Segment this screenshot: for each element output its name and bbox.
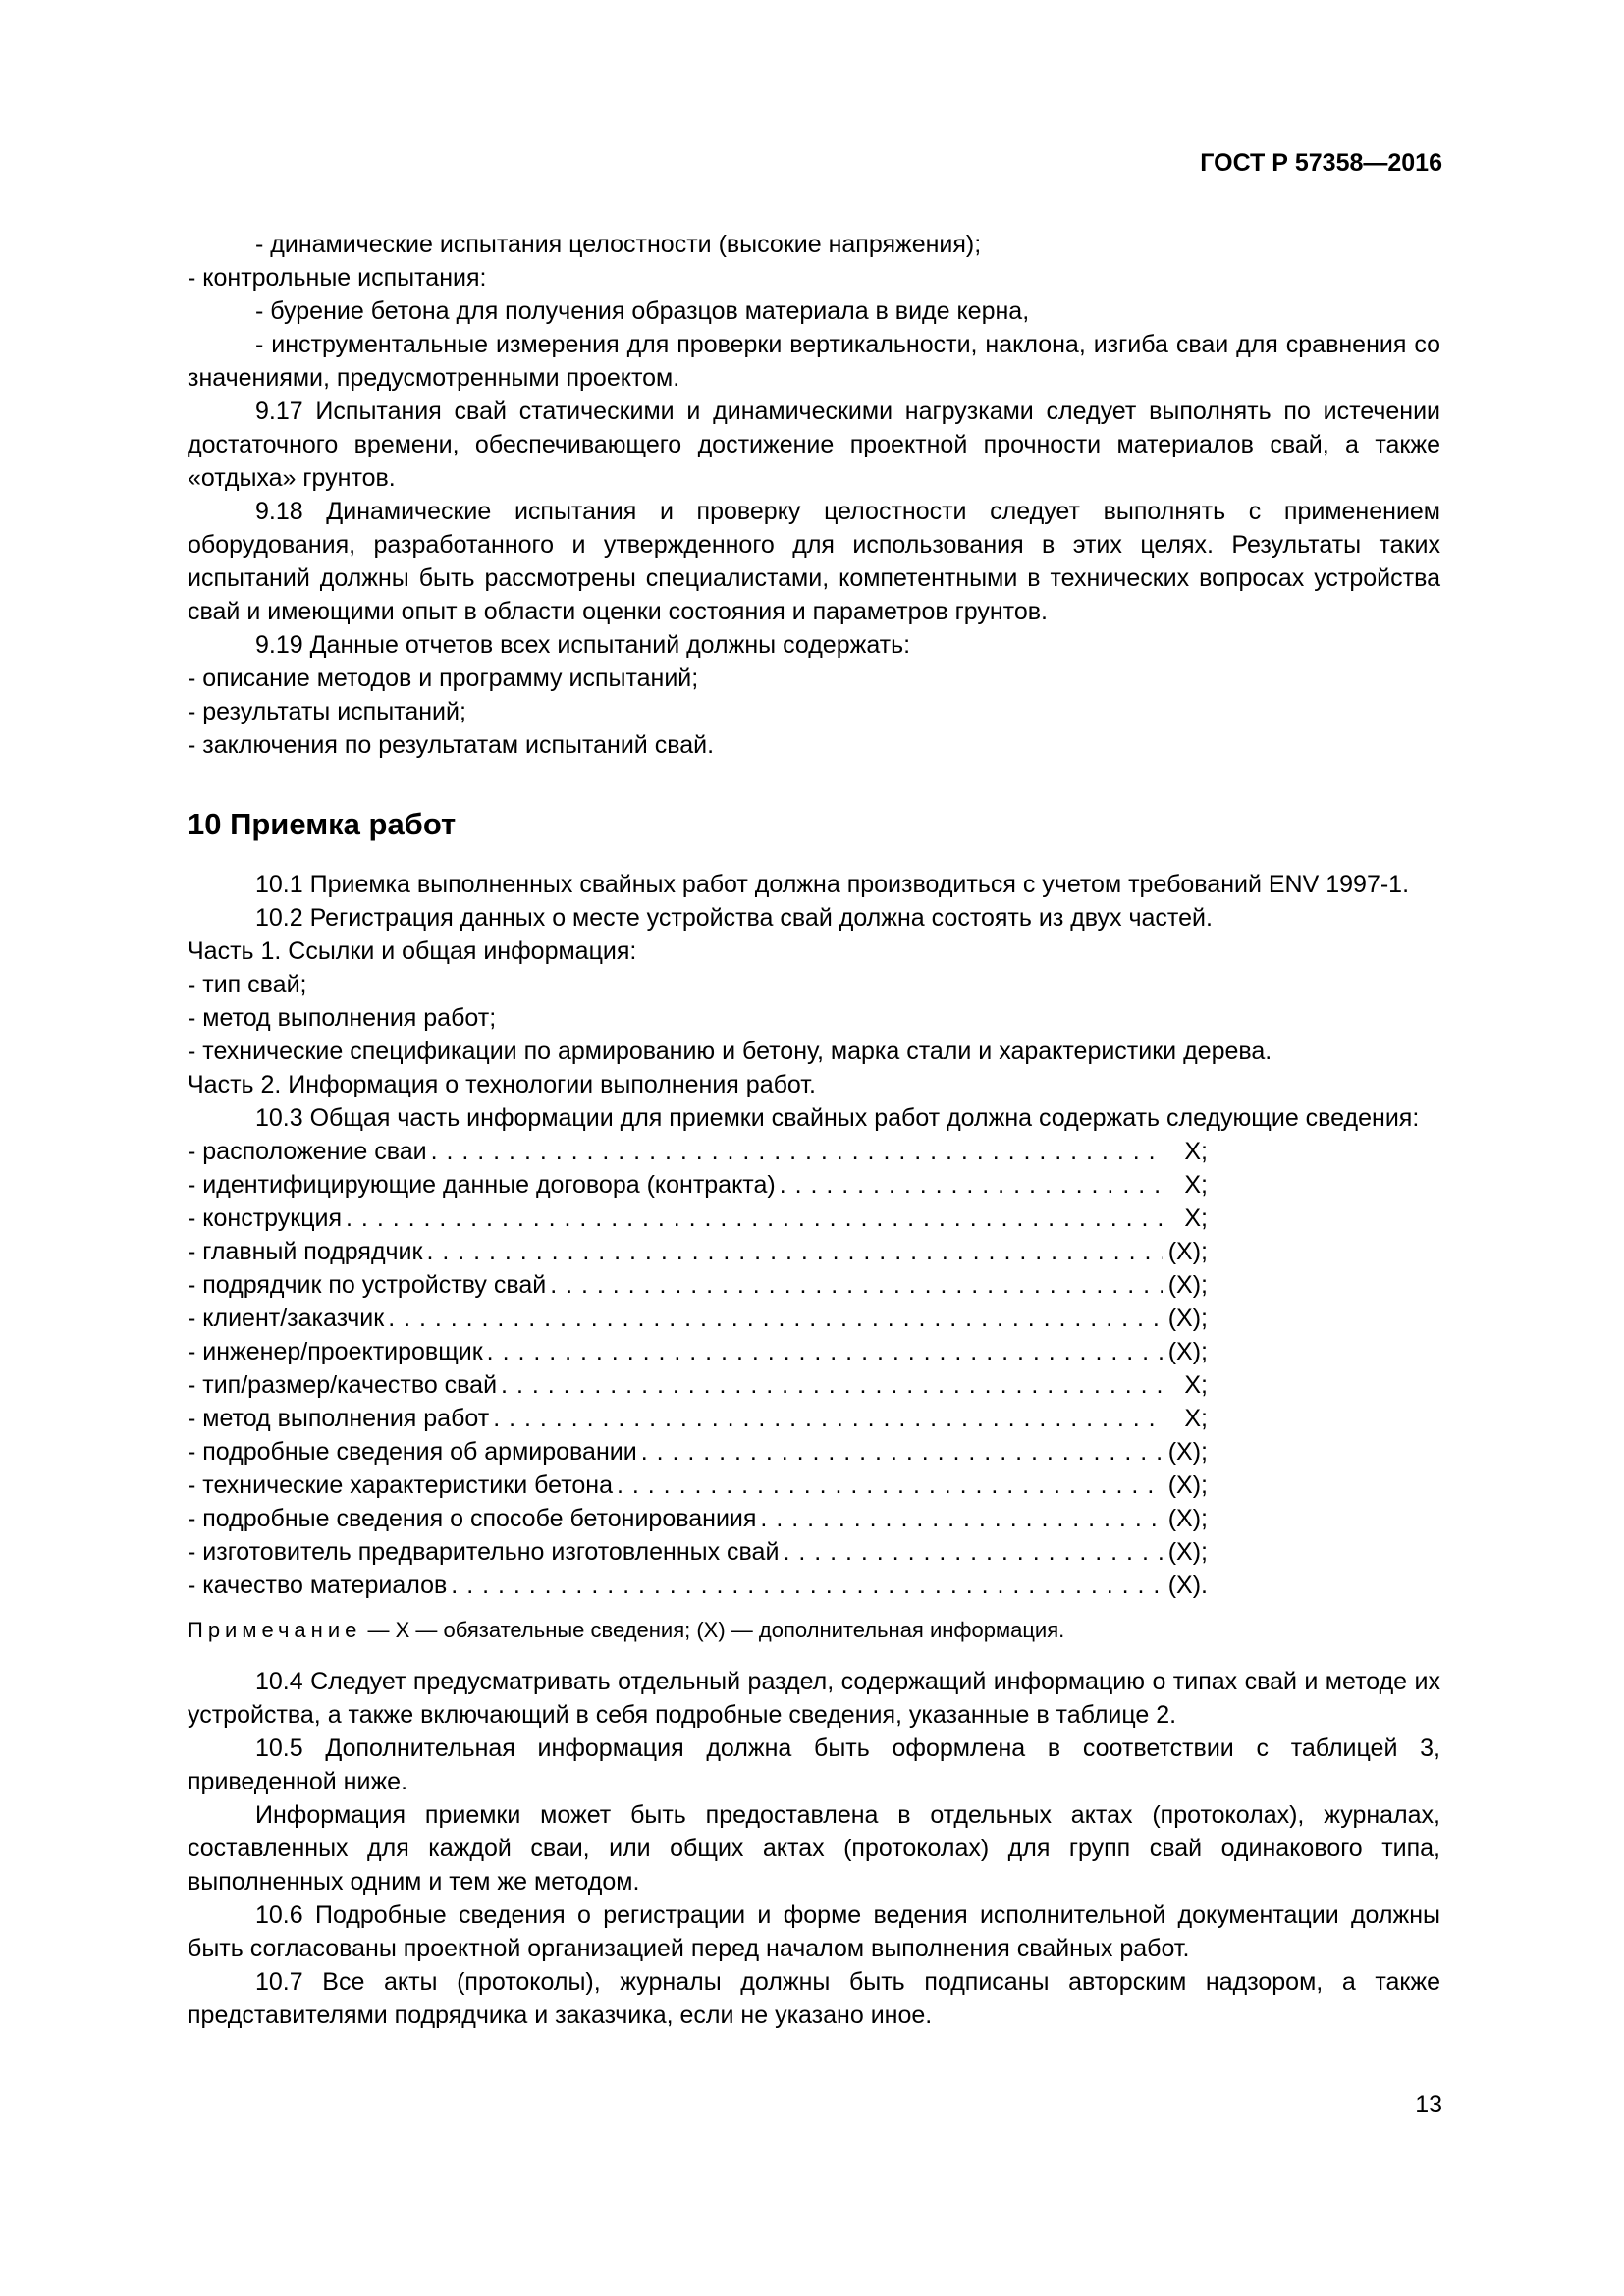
dot-leader	[641, 1435, 1163, 1468]
item-label: - подробные сведения об армировании	[188, 1438, 637, 1466]
list-item	[188, 1569, 1208, 1602]
item-value: X;	[1184, 1405, 1208, 1432]
paragraph: - заключения по результатам испытаний свай.	[188, 731, 715, 759]
item-label: - идентифицирующие данные договора (контракта)	[188, 1171, 776, 1199]
dot-leader	[487, 1335, 1163, 1368]
paragraph: Информация приемки может быть предоставлена в отдельных актах (протоколах), журналах, составленных для каждой сваи, или общих актах (протоколах) для групп свай одинакового типа, выполненных одним и тем же методом.	[188, 1801, 1440, 1896]
item-label: - тип/размер/качество свай	[188, 1371, 498, 1399]
paragraph: - метод выполнения работ;	[188, 1004, 497, 1032]
item-value: X;	[1184, 1371, 1208, 1399]
list-item	[188, 1302, 1208, 1335]
item-value: X;	[1184, 1204, 1208, 1232]
info-list	[188, 1135, 1208, 1602]
section-title: 10 Приемка работ	[188, 807, 457, 841]
item-value: (X).	[1167, 1572, 1208, 1599]
paragraph: 10.3 Общая часть информации для приемки свайных работ должна содержать следующие сведения:	[255, 1104, 1420, 1132]
paragraph: 10.5 Дополнительная информация должна быть оформлена в соответствии с таблицей 3, приведенной ниже.	[188, 1735, 1440, 1795]
item-label: - инженер/проектировщик	[188, 1338, 483, 1365]
dot-leader	[431, 1135, 1163, 1168]
dot-leader	[501, 1368, 1163, 1402]
paragraph: - инструментальные измерения для проверки вертикальности, наклона, изгиба сваи для сравнения со значениями, предусмотренными проектом.	[188, 331, 1440, 392]
paragraph: 10.4 Следует предусматривать отдельный раздел, содержащий информацию о типах свай и методе их устройства, а также включающий в себя подробные сведения, указанные в таблице 2.	[188, 1668, 1440, 1729]
paragraph: 10.2 Регистрация данных о месте устройства свай должна состоять из двух частей.	[255, 904, 1213, 932]
paragraph: 10.1 Приемка выполненных свайных работ должна производиться с учетом требований ENV 1997-1.	[255, 871, 1410, 898]
dot-leader	[493, 1402, 1163, 1435]
list-item	[188, 1502, 1208, 1535]
note-text: — X — обязательные сведения; (X) — дополнительная информация.	[361, 1618, 1065, 1642]
dot-leader	[783, 1535, 1163, 1569]
document-body	[188, 228, 1440, 2032]
bottom-paragraphs	[188, 1665, 1440, 2032]
list-item	[188, 1335, 1208, 1368]
list-item	[188, 1535, 1208, 1569]
item-label: - технические характеристики бетона	[188, 1471, 613, 1499]
dot-leader	[760, 1502, 1163, 1535]
item-value: (X);	[1167, 1471, 1208, 1499]
item-label: - качество материалов	[188, 1572, 448, 1599]
list-item	[188, 1235, 1208, 1268]
standard-header: ГОСТ Р 57358—2016	[1200, 149, 1442, 177]
paragraph: 9.17 Испытания свай статическими и динамическими нагрузками следует выполнять по истечении достаточного времени, обеспечивающего достижение проектной прочности материалов свай, а также «отдыха» грунтов.	[188, 398, 1440, 492]
item-label: - метод выполнения работ	[188, 1405, 490, 1432]
dot-leader	[780, 1168, 1163, 1201]
paragraph: - технические спецификации по армированию и бетону, марка стали и характеристики дерева.	[188, 1038, 1272, 1065]
paragraph: - описание методов и программу испытаний;	[188, 665, 699, 692]
item-label: - конструкция	[188, 1204, 343, 1232]
paragraph: - тип свай;	[188, 971, 307, 998]
item-value: (X);	[1167, 1271, 1208, 1299]
dot-leader	[426, 1235, 1163, 1268]
paragraph: - результаты испытаний;	[188, 698, 466, 725]
dot-leader	[451, 1569, 1163, 1602]
paragraph: 9.19 Данные отчетов всех испытаний должны содержать:	[255, 631, 911, 659]
mid-paragraphs	[188, 868, 1440, 1135]
paragraph: 10.7 Все акты (протоколы), журналы должны быть подписаны авторским надзором, а также представителями подрядчика и заказчика, если не указано иное.	[188, 1968, 1440, 2029]
list-item	[188, 1468, 1208, 1502]
item-label: - клиент/заказчик	[188, 1305, 385, 1332]
item-value: (X);	[1167, 1238, 1208, 1265]
page-number: 13	[1415, 2091, 1442, 2118]
list-item	[188, 1268, 1208, 1302]
top-paragraphs	[188, 228, 1440, 762]
note	[188, 1614, 1440, 1647]
item-value: (X);	[1167, 1538, 1208, 1566]
paragraph: 9.18 Динамические испытания и проверку целостности следует выполнять с применением оборудования, разработанного и утвержденного для использования в этих целях. Результаты таких испытаний должны быть рассмотрены специалистами, компетентными в технических вопросах устройства свай и имеющими опыт в области оценки состояния и параметров грунтов.	[188, 498, 1440, 625]
note-label: Примечание	[188, 1618, 362, 1642]
item-value: (X);	[1167, 1505, 1208, 1532]
item-value: X;	[1184, 1171, 1208, 1199]
dot-leader	[388, 1302, 1163, 1335]
item-value: (X);	[1167, 1438, 1208, 1466]
item-label: - главный подрядчик	[188, 1238, 423, 1265]
item-label: - подрядчик по устройству свай	[188, 1271, 547, 1299]
dot-leader	[346, 1201, 1163, 1235]
item-label: - подробные сведения о способе бетонированиия	[188, 1505, 757, 1532]
list-item	[188, 1168, 1208, 1201]
item-value: X;	[1184, 1138, 1208, 1165]
item-value: (X);	[1167, 1305, 1208, 1332]
item-value: (X);	[1167, 1338, 1208, 1365]
paragraph: Часть 1. Ссылки и общая информация:	[188, 937, 637, 965]
list-item	[188, 1435, 1208, 1468]
paragraph: - контрольные испытания:	[188, 264, 487, 292]
paragraph: Часть 2. Информация о технологии выполнения работ.	[188, 1071, 816, 1098]
paragraph: - динамические испытания целостности (высокие напряжения);	[255, 231, 982, 258]
item-label: - расположение сваи	[188, 1138, 427, 1165]
item-label: - изготовитель предварительно изготовленных свай	[188, 1538, 780, 1566]
dot-leader	[617, 1468, 1163, 1502]
list-item	[188, 1402, 1208, 1435]
list-item	[188, 1201, 1208, 1235]
paragraph: 10.6 Подробные сведения о регистрации и форме ведения исполнительной документации должны быть согласованы проектной организацией перед началом выполнения свайных работ.	[188, 1901, 1440, 1962]
paragraph: - бурение бетона для получения образцов материала в виде керна,	[255, 297, 1030, 325]
list-item	[188, 1368, 1208, 1402]
list-item	[188, 1135, 1208, 1168]
dot-leader	[550, 1268, 1163, 1302]
